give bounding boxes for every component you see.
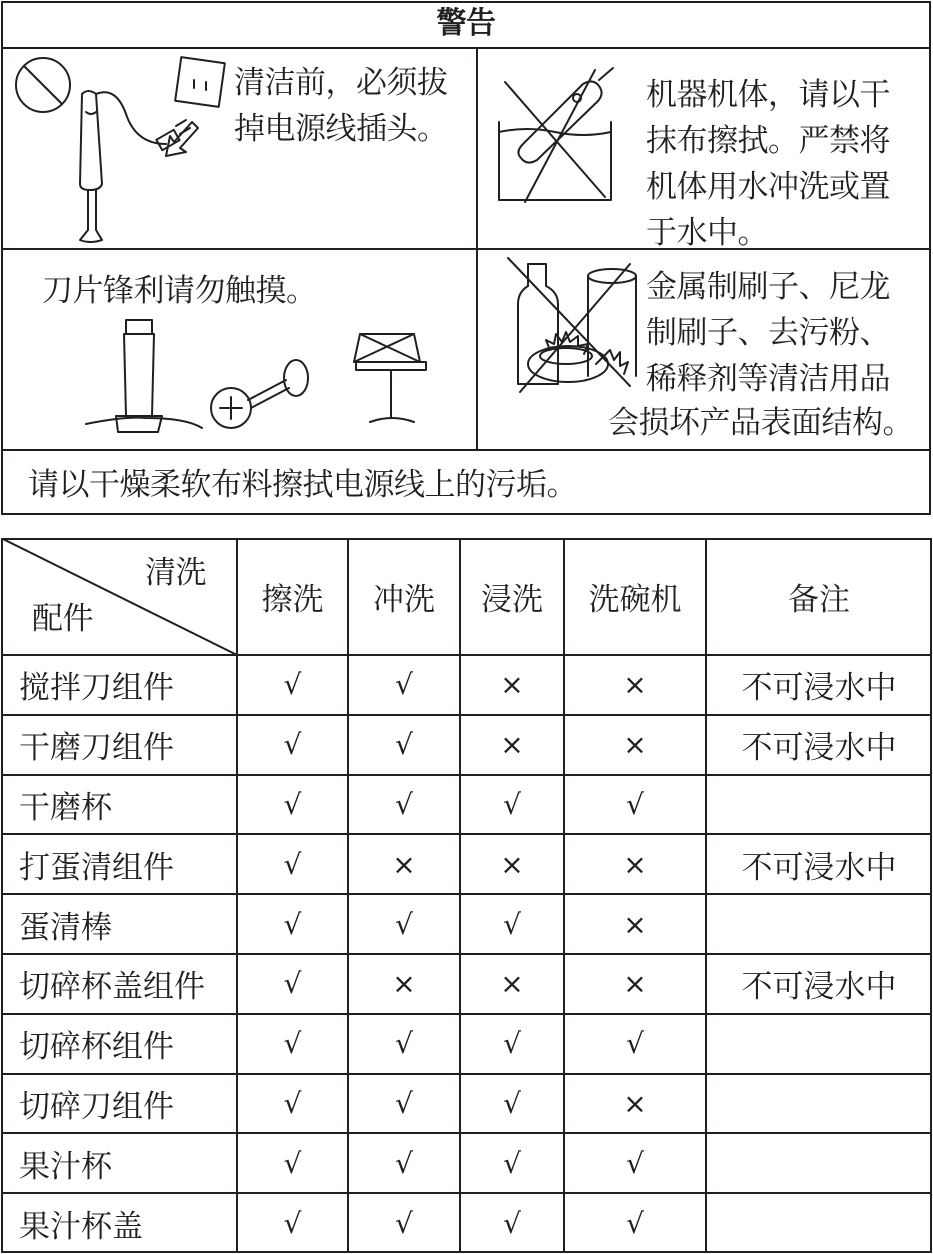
- mark-cell: √: [626, 1027, 644, 1061]
- mark-cell: ×: [500, 967, 524, 1001]
- header-corner-top: 清洗: [145, 555, 206, 591]
- cross-icon: [505, 70, 605, 202]
- note-cell: 不可浸水中: [741, 670, 897, 707]
- column-header: 冲洗: [373, 582, 435, 618]
- row-header: 切碎刀组件: [19, 1088, 174, 1125]
- note-cell: [706, 775, 932, 835]
- note-cell: [706, 894, 932, 954]
- unplug-illustration: [10, 52, 230, 247]
- mark-cell: √: [395, 1086, 413, 1120]
- mark-cell: √: [395, 787, 413, 821]
- arrow-icon: [166, 122, 198, 156]
- row-header: 切碎杯盖组件: [19, 969, 205, 1006]
- warning-text-line: 抹布擦拭。严禁将: [646, 123, 890, 159]
- mark-cell: √: [283, 967, 302, 1001]
- mark-cell: √: [395, 668, 413, 702]
- mark-cell: ×: [623, 967, 647, 1001]
- mark-cell: √: [283, 668, 302, 702]
- mark-cell: ×: [623, 668, 647, 702]
- row-header: 搅拌刀组件: [19, 670, 174, 707]
- blades-illustration: [86, 316, 456, 442]
- mark-cell: √: [503, 787, 521, 821]
- mark-cell: √: [395, 1206, 413, 1240]
- wall-socket-icon: [175, 57, 225, 107]
- note-cell: 不可浸水中: [741, 730, 897, 767]
- row-header: 蛋清棒: [19, 909, 112, 946]
- row-header: 切碎杯组件: [19, 1029, 174, 1066]
- warning-text-line: 机器机体，请以干: [646, 77, 890, 113]
- cross-icon: [508, 258, 630, 392]
- no-symbol-icon: [16, 58, 70, 112]
- mark-cell: √: [395, 728, 413, 762]
- column-header: 备注: [788, 582, 850, 618]
- warning-text-line: 制刷子、去污粉、: [646, 315, 890, 351]
- mark-cell: √: [283, 1086, 302, 1120]
- blender-blade-icon: [211, 360, 308, 428]
- note-cell: [706, 1133, 932, 1193]
- warning-text-line: 机体用水冲洗或置: [646, 169, 890, 205]
- note-cell: [706, 1193, 932, 1253]
- no-abrasive-illustration: [500, 254, 645, 399]
- note-cell: [706, 1074, 932, 1134]
- mark-cell: √: [283, 787, 302, 821]
- mark-cell: √: [503, 1146, 521, 1180]
- warning-box3-text: 刀片锋利请勿触摸。: [42, 273, 317, 309]
- warning-text-line: 会损坏产品表面结构。: [608, 405, 913, 441]
- warning-title: 警告: [436, 6, 496, 41]
- column-header: 擦洗: [261, 582, 324, 618]
- column-header: 浸洗: [481, 582, 543, 618]
- mark-cell: √: [626, 787, 644, 821]
- mark-cell: ×: [500, 668, 524, 702]
- mark-cell: ×: [623, 907, 647, 941]
- header-corner-bottom: 配件: [32, 601, 93, 637]
- mark-cell: √: [283, 847, 302, 881]
- bottle-icon: [518, 264, 558, 384]
- mark-cell: √: [503, 1206, 521, 1240]
- mark-cell: √: [283, 1027, 302, 1061]
- grinder-blade-icon: [354, 334, 426, 422]
- row-header: 果汁杯盖: [19, 1208, 143, 1245]
- mark-cell: ×: [623, 1086, 647, 1120]
- mark-cell: √: [626, 1146, 644, 1180]
- mark-cell: ×: [623, 728, 647, 762]
- hand-blender-in-water-icon: [499, 68, 613, 200]
- hand-blender-icon: [80, 91, 166, 242]
- row-header: 干磨杯: [19, 789, 112, 826]
- warning-text-line: 掉电源线插头。: [234, 111, 448, 147]
- no-water-illustration: [495, 62, 640, 212]
- row-header: 干磨刀组件: [19, 730, 174, 767]
- warning-text-line: 于水中。: [646, 215, 768, 251]
- mark-cell: √: [395, 1146, 413, 1180]
- column-header: 洗碗机: [588, 582, 682, 618]
- mark-cell: √: [283, 728, 302, 762]
- note-cell: 不可浸水中: [741, 969, 897, 1006]
- mark-cell: √: [626, 1206, 644, 1240]
- plug-icon: [156, 120, 190, 150]
- note-cell: 不可浸水中: [741, 849, 897, 886]
- row-header: 果汁杯: [19, 1148, 112, 1185]
- note-cell: [706, 1014, 932, 1074]
- mark-cell: ×: [500, 728, 524, 762]
- mark-cell: √: [283, 907, 302, 941]
- mark-cell: √: [503, 1086, 521, 1120]
- mark-cell: √: [283, 1206, 302, 1240]
- warning-text-line: 稀释剂等清洁用品: [646, 361, 890, 397]
- mark-cell: √: [395, 1027, 413, 1061]
- mark-cell: √: [503, 1027, 521, 1061]
- chopper-blade-icon: [86, 320, 202, 432]
- mark-cell: √: [395, 907, 413, 941]
- mark-cell: ×: [392, 967, 416, 1001]
- mark-cell: √: [503, 907, 521, 941]
- mark-cell: ×: [392, 847, 416, 881]
- warning-text-line: 金属制刷子、尼龙: [646, 269, 890, 305]
- mark-cell: ×: [500, 847, 524, 881]
- mark-cell: ×: [623, 847, 647, 881]
- brush-icon: [528, 332, 628, 382]
- warning-footer: 请以干燥柔软布料擦拭电源线上的污垢。: [28, 467, 577, 503]
- mark-cell: √: [283, 1146, 302, 1180]
- row-header: 打蛋清组件: [19, 849, 174, 886]
- warning-text-line: 清洁前，必须拔: [234, 65, 448, 101]
